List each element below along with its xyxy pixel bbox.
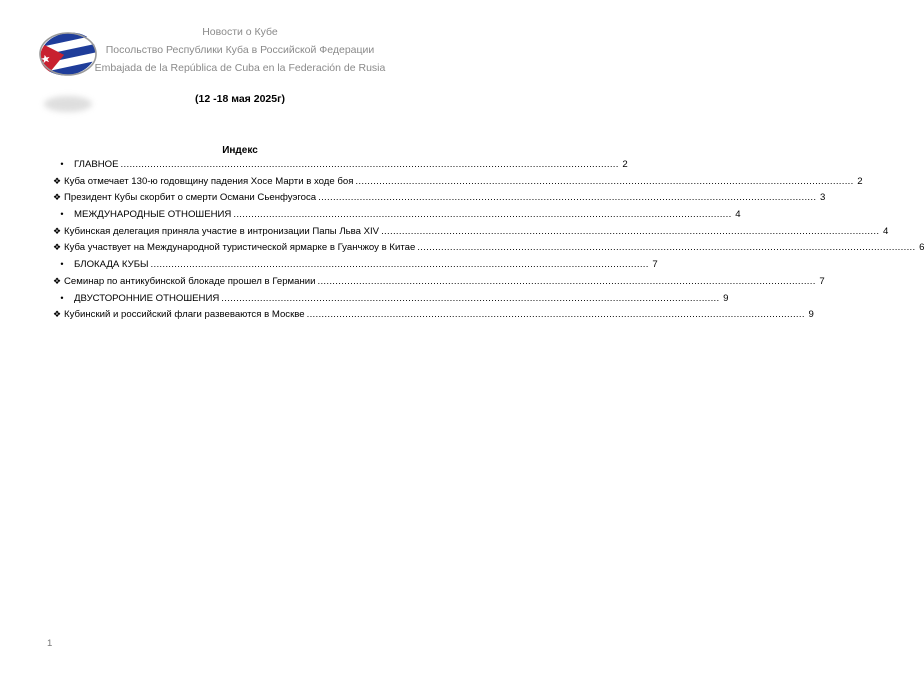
diamond-bullet-icon: ❖ [52, 309, 62, 320]
toc-entry[interactable] [50, 242, 924, 259]
bullet-icon: • [60, 292, 64, 303]
toc-entry-text: ГЛАВНОЕ [74, 159, 119, 170]
dot-leader: ........................................................................................................................................................................ [417, 242, 916, 254]
toc-entry-text: Президент Кубы скорбит о смерти Османи Сьенфуэгоса [64, 192, 317, 204]
bullet-icon: • [60, 209, 64, 220]
toc-entry-international[interactable] [50, 209, 741, 226]
dot-leader: ........................................................................................................................................................................ [233, 209, 732, 221]
date-range: (12 -18 мая 2025г) [195, 93, 285, 105]
dot-leader: ........................................................................................................................................................................ [306, 309, 805, 321]
dot-leader: ........................................................................................................................................................................ [317, 275, 816, 287]
dot-leader: ........................................................................................................................................................................ [318, 192, 817, 204]
toc-entry-text: Куба участвует на Международной туристической ярмарке в Гуанчжоу в Китае [64, 242, 416, 254]
toc-entry-text: Семинар по антикубинской блокаде прошел в Германии [64, 275, 316, 287]
toc-entry-main[interactable] [50, 159, 628, 176]
toc-entry-text: Кубинская делегация приняла участие в интронизации Папы Льва XIV [64, 225, 380, 237]
toc-entry[interactable] [50, 309, 814, 326]
toc-entry-blockade[interactable] [50, 259, 658, 276]
table-of-contents [50, 159, 924, 326]
page-number: 1 [47, 638, 53, 649]
toc-page-number: 2 [857, 175, 863, 187]
toc-page-number: 6 [919, 242, 924, 254]
diamond-bullet-icon: ❖ [52, 275, 62, 286]
dot-leader: ........................................................................................................................................................................ [381, 225, 880, 237]
toc-page-number: 4 [882, 225, 889, 237]
toc-entry-text: БЛОКАДА КУБЫ [74, 259, 149, 271]
toc-page-number: 9 [723, 292, 729, 304]
header-title: Новости о Кубе [202, 26, 278, 38]
dot-leader: ........................................................................................................................................................................ [221, 292, 720, 304]
toc-page-number: 7 [819, 275, 825, 287]
toc-entry-text: МЕЖДУНАРОДНЫЕ ОТНОШЕНИЯ [74, 209, 232, 221]
dot-leader: ........................................................................................................................................................................ [120, 159, 619, 170]
toc-entry[interactable] [50, 192, 826, 209]
header-embassy-es: Embajada de la República de Cuba en la Federación de Rusia [94, 62, 386, 74]
toc-entry-text: ДВУСТОРОННИЕ ОТНОШЕНИЯ [74, 292, 220, 304]
diamond-bullet-icon: ❖ [52, 175, 62, 186]
toc-page-number: 4 [735, 209, 741, 221]
header-embassy-ru: Посольство Республики Куба в Российской Федерации [105, 44, 375, 56]
diamond-bullet-icon: ❖ [52, 192, 62, 203]
diamond-bullet-icon: ❖ [52, 225, 62, 236]
toc-page-number: 7 [652, 259, 658, 271]
toc-page-number: 2 [622, 159, 628, 170]
toc-title: Индекс [222, 145, 258, 156]
bullet-icon: • [60, 159, 64, 169]
toc-entry-text: Куба отмечает 130-ю годовщину падения Хосе Марти в ходе боя [64, 175, 354, 187]
dot-leader: ........................................................................................................................................................................ [150, 259, 649, 271]
toc-entry[interactable] [50, 175, 863, 193]
toc-page-number: 3 [819, 192, 826, 204]
toc-entry-bilateral[interactable] [50, 292, 729, 310]
toc-page-number: 9 [808, 309, 814, 321]
bullet-icon: • [60, 259, 64, 270]
toc-entry-text: Кубинский и российский флаги развеваются в Москве [64, 309, 305, 321]
dot-leader: ........................................................................................................................................................................ [355, 175, 854, 187]
diamond-bullet-icon: ❖ [52, 242, 62, 253]
toc-entry[interactable] [50, 225, 889, 243]
toc-entry[interactable] [50, 275, 825, 293]
